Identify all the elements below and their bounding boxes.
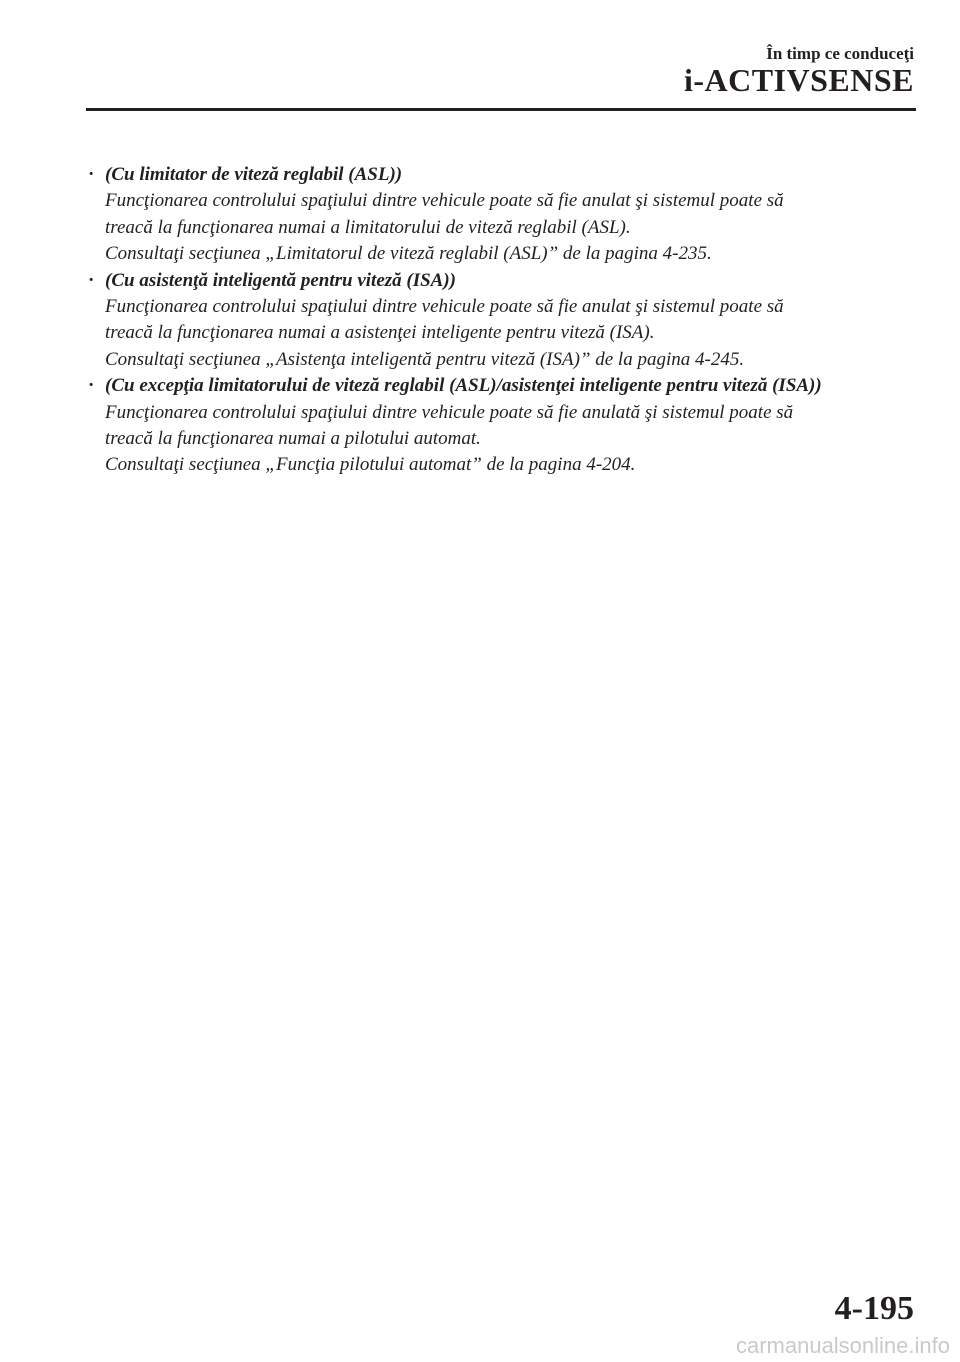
content-area xyxy=(88,162,920,479)
item-reference-line: Consultaţi secţiunea „Funcţia pilotului automat” de la pagina 4-204. xyxy=(105,454,636,476)
item-reference-line: Consultaţi secţiunea „Asistenţa inteligentă pentru viteză (ISA)” de la pagina 4-245. xyxy=(105,348,745,370)
item-text-line: Funcţionarea controlului spaţiului dintre vehicule poate să fie anulată şi sistemul poate să xyxy=(105,401,794,423)
watermark: carmanualsonline.info xyxy=(735,1333,950,1358)
bullet-mark: · xyxy=(88,164,95,185)
item-text-line: treacă la funcţionarea numai a pilotului automat. xyxy=(105,428,481,450)
section-title: i-ACTIVSENSE xyxy=(683,62,914,98)
item-reference-line: Consultaţi secţiunea „Limitatorul de viteză reglabil (ASL)” de la pagina 4-235. xyxy=(105,243,712,265)
item-title: (Cu excepţia limitatorului de viteză reglabil (ASL)/asistenţei inteligente pentru viteză (ISA)) xyxy=(105,375,822,397)
bullet-mark: · xyxy=(88,375,95,397)
page-number: 4-195 xyxy=(834,1290,914,1327)
item-text-line: Funcţionarea controlului spaţiului dintre vehicule poate să fie anulat şi sistemul poate să xyxy=(105,190,784,212)
list-item-asl xyxy=(88,162,920,268)
item-title: (Cu asistenţă inteligentă pentru viteză (ISA)) xyxy=(105,269,457,291)
bullet-mark: · xyxy=(88,269,95,291)
list-item-except-asl-isa xyxy=(88,373,920,479)
header-divider xyxy=(86,108,916,111)
item-text-line: treacă la funcţionarea numai a limitatorului de viteză reglabil (ASL). xyxy=(105,216,631,238)
item-text-line: Funcţionarea controlului spaţiului dintre vehicule poate să fie anulat şi sistemul poate să xyxy=(105,296,784,318)
section-subtitle: În timp ce conduceţi xyxy=(766,44,914,63)
item-text-line: treacă la funcţionarea numai a asistenţei inteligente pentru viteză (ISA). xyxy=(105,322,655,344)
item-title: (Cu limitator de viteză reglabil (ASL)) xyxy=(105,164,403,185)
list-item-isa xyxy=(88,268,920,374)
